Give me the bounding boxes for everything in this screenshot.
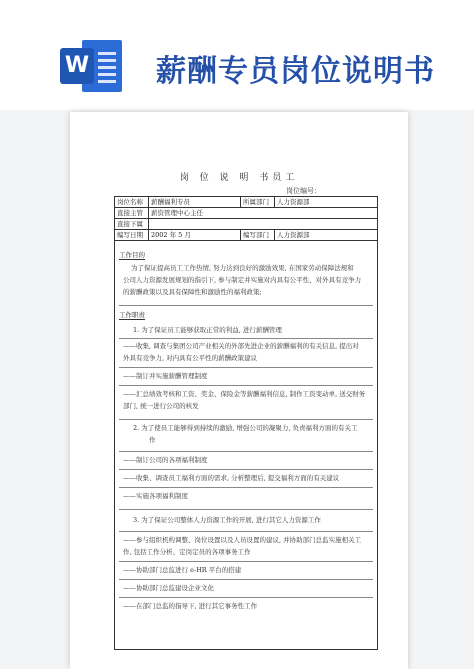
info-label: 编写日期 bbox=[115, 230, 149, 240]
document-title: 岗 位 说 明 书员工 bbox=[179, 173, 299, 183]
divider bbox=[119, 579, 373, 580]
duty-item: ——收集、调查员工福利方面的需求, 分析整理后, 提交福利方面的有关建议 bbox=[123, 474, 340, 482]
duty-item: ——实施各项福利制度 bbox=[123, 492, 188, 500]
divider bbox=[119, 487, 373, 488]
duty-heading: 作 bbox=[149, 436, 156, 444]
info-value: 人力资源部 bbox=[277, 198, 310, 206]
info-row bbox=[115, 197, 377, 208]
duty-item: 作, 包括工作分析、定岗定员的各项事务工作 bbox=[123, 548, 251, 556]
duty-heading: 1. 为了保证员工能够获取正常的利益, 进行薪酬管理 bbox=[133, 326, 282, 334]
divider bbox=[119, 451, 373, 452]
word-icon bbox=[60, 40, 124, 92]
info-label: 岗位名称 bbox=[115, 197, 149, 207]
info-value: 人力资源部 bbox=[277, 231, 310, 239]
info-row bbox=[115, 230, 377, 241]
duty-item: ——在部门总监的指导下, 进行其它事务性工作 bbox=[123, 602, 258, 610]
info-label: 直接主管 bbox=[115, 208, 149, 218]
goal-line: 为了保证提高员工工作热情, 努力达到良好的激励效果, 在国家劳动保障法规和 bbox=[131, 264, 354, 272]
info-label: 所属部门 bbox=[241, 197, 275, 207]
job-description-table bbox=[114, 196, 378, 650]
duty-item: 部门, 统一进行公司的核发 bbox=[123, 402, 199, 410]
divider bbox=[119, 469, 373, 470]
info-value: 薪资管理中心主任 bbox=[151, 209, 203, 217]
info-value: 2002 年 5 月 bbox=[149, 230, 241, 240]
duty-heading: 3. 为了保证公司整体人力资源工作的开展, 进行其它人力资源工作 bbox=[133, 516, 321, 524]
duty-item: ——收集, 调查与集团公司产业相关的外部先进企业的薪酬福利的有关信息, 提出对 bbox=[123, 342, 359, 350]
info-label: 直接下属 bbox=[115, 219, 149, 229]
divider bbox=[119, 531, 373, 532]
duty-heading: 2. 为了使员工能够得到持续的激励, 增强公司的凝聚力, 负责福利方面的有关工 bbox=[133, 424, 358, 432]
divider bbox=[119, 561, 373, 562]
divider bbox=[119, 509, 373, 510]
info-value bbox=[149, 219, 379, 229]
duty-item: ——协助部门总监建设企业文化 bbox=[123, 584, 214, 592]
info-label: 编写部门 bbox=[241, 230, 275, 240]
goal-line: 的薪酬政策以及具有保障性和激励性的福利政策; bbox=[123, 288, 262, 296]
info-row bbox=[115, 219, 377, 230]
duty-item: ——参与组织机构调整、岗位设置以及人员设置的建议, 并协助部门总监实施相关工 bbox=[123, 536, 362, 544]
info-row bbox=[115, 208, 377, 219]
duty-item: 外具有竞争力, 对内具有公平性的薪酬政策建议 bbox=[123, 354, 258, 362]
document-page bbox=[70, 112, 408, 669]
banner-title: 薪酬专员岗位说明书 bbox=[156, 54, 435, 89]
post-number-label: 岗位编号： bbox=[286, 187, 321, 195]
goal-heading: 工作目的 bbox=[119, 251, 145, 259]
duty-item: ——汇总绩效考核和工资、奖金、保险金等薪酬福利信息, 制作工资变动单, 送交财务 bbox=[123, 390, 366, 398]
duties-heading: 工作职责 bbox=[119, 311, 145, 319]
divider bbox=[119, 367, 373, 368]
goal-line: 公司人力资源发展规划的指引下, 参与制定并实施对内具有公平性、对外具有竞争力 bbox=[123, 276, 362, 284]
duty-item: ——协助部门总监进行 e-HR 平台的搭建 bbox=[123, 566, 242, 574]
duty-item: ——制订并实施薪酬管理制度 bbox=[123, 372, 208, 380]
divider bbox=[119, 419, 373, 420]
divider bbox=[119, 338, 373, 339]
banner bbox=[0, 0, 474, 110]
word-logo-letter: W bbox=[60, 48, 94, 84]
info-value: 薪酬福利专员 bbox=[149, 197, 241, 207]
divider bbox=[119, 305, 373, 306]
divider bbox=[119, 385, 373, 386]
duty-item: ——制订公司的各项福利制度 bbox=[123, 456, 208, 464]
divider bbox=[119, 597, 373, 598]
